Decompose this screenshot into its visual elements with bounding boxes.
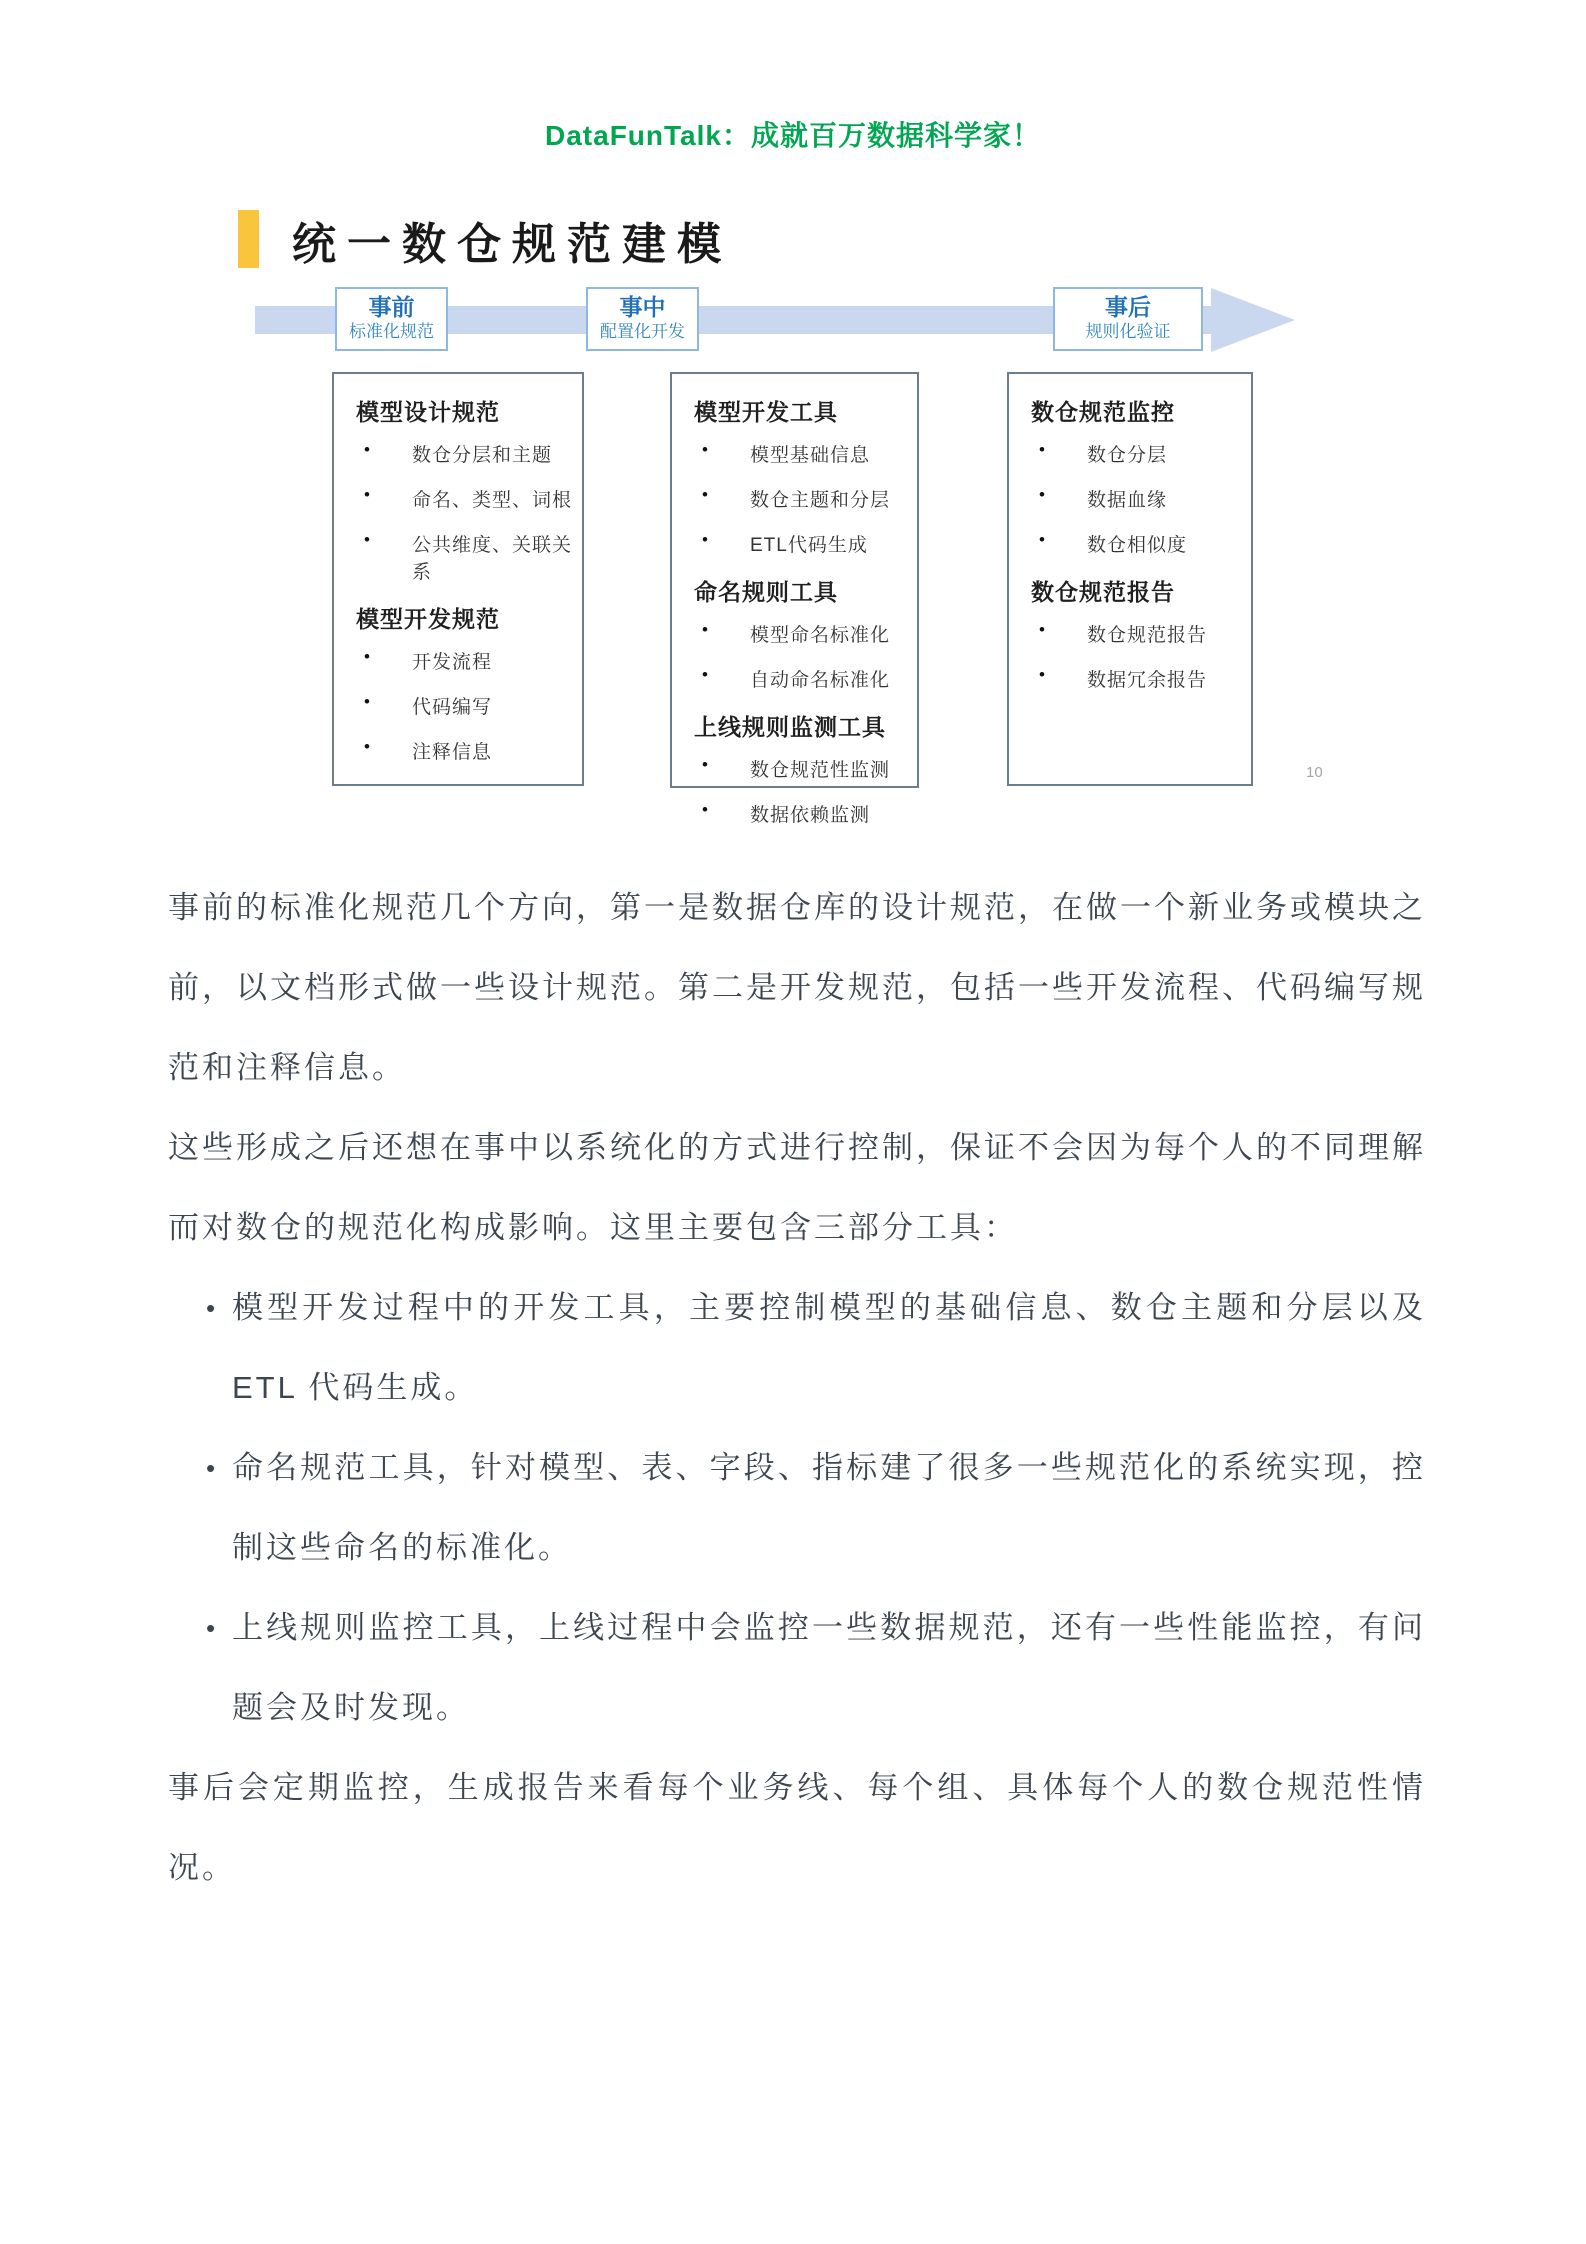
paragraph: 事前的标准化规范几个方向，第一是数据仓库的设计规范，在做一个新业务或模块之前，以文档形式做一些设计规范。第二是开发规范，包括一些开发流程、代码编写规范和注释信息。 bbox=[168, 890, 1426, 1085]
list-item-label: 数仓分层和主题 bbox=[412, 445, 553, 466]
list-item-label: 数仓相似度 bbox=[1087, 535, 1188, 556]
bullet-icon bbox=[702, 755, 709, 775]
slide-title: 统一数仓规范建模 bbox=[292, 220, 732, 269]
list-item bbox=[356, 728, 572, 773]
stage-name: 事中 bbox=[619, 294, 666, 321]
list-item-label: 数据血缘 bbox=[1087, 490, 1168, 511]
paragraph: 事后会定期监控，生成报告来看每个业务线、每个组、具体每个人的数仓规范性情况。 bbox=[168, 1770, 1426, 1885]
list-item-label: ETL代码生成 bbox=[750, 535, 868, 556]
list-item-label: 开发流程 bbox=[412, 652, 493, 673]
title-accent-bar bbox=[238, 210, 259, 268]
list-item bbox=[694, 431, 907, 476]
bullet-icon bbox=[702, 485, 709, 505]
column-design-spec bbox=[332, 372, 584, 786]
column-dev-tools bbox=[670, 372, 919, 826]
stage-subtitle: 规则化验证 bbox=[1085, 321, 1171, 341]
list-item-label: 数据依赖监测 bbox=[750, 805, 871, 826]
stage-box-before bbox=[335, 287, 448, 351]
bullet-icon bbox=[702, 440, 709, 460]
list-item-label: 数仓分层 bbox=[1087, 445, 1168, 466]
list-item bbox=[1031, 521, 1241, 566]
list-item-label: 数据冗余报告 bbox=[1087, 670, 1208, 691]
paragraph: 这些形成之后还想在事中以系统化的方式进行控制，保证不会因为每个人的不同理解而对数仓的规范化构成影响。这里主要包含三部分工具： bbox=[168, 1130, 1426, 1245]
bullet-icon bbox=[1039, 665, 1046, 685]
list-item-label: 注释信息 bbox=[412, 742, 493, 763]
stage-name: 事前 bbox=[368, 294, 415, 321]
list-item bbox=[694, 521, 907, 566]
section-heading: 模型开发规范 bbox=[356, 606, 500, 632]
arrow-head-icon bbox=[1211, 288, 1295, 352]
bullet-icon bbox=[364, 737, 371, 757]
list-item-label: 自动命名标准化 bbox=[750, 670, 891, 691]
bullet-icon bbox=[1039, 620, 1046, 640]
list-item bbox=[1031, 431, 1241, 476]
list-item-label: 公共维度、关联关系 bbox=[412, 535, 573, 583]
site-header: DataFunTalk：成就百万数据科学家！ bbox=[545, 120, 1041, 151]
bullet-icon bbox=[364, 485, 371, 505]
column-monitoring bbox=[1007, 372, 1253, 786]
list-item bbox=[694, 611, 907, 656]
list-item bbox=[356, 431, 572, 476]
stage-subtitle: 标准化规范 bbox=[349, 321, 434, 341]
list-item-label: 模型基础信息 bbox=[750, 445, 871, 466]
bullet-paragraph: • 模型开发过程中的开发工具，主要控制模型的基础信息、数仓主题和分层以及 ETL 代码生成。 bbox=[168, 1268, 1426, 1428]
list-item bbox=[694, 476, 907, 521]
bullet-icon bbox=[1039, 440, 1046, 460]
bullet-icon bbox=[1039, 485, 1046, 505]
stage-box-during bbox=[586, 287, 699, 351]
stage-box-after bbox=[1053, 287, 1203, 351]
article-body bbox=[168, 868, 1426, 1908]
bullet-icon bbox=[702, 530, 709, 550]
list-item-label: 数仓规范报告 bbox=[1087, 625, 1208, 646]
list-item bbox=[356, 521, 572, 593]
section-heading: 上线规则监测工具 bbox=[694, 714, 886, 740]
bullet-icon bbox=[702, 665, 709, 685]
bullet-icon bbox=[364, 530, 371, 550]
bullet-paragraph: • 命名规范工具，针对模型、表、字段、指标建了很多一些规范化的系统实现，控制这些命名的标准化。 bbox=[168, 1428, 1426, 1588]
section-heading: 命名规则工具 bbox=[694, 579, 838, 605]
list-item bbox=[356, 683, 572, 728]
list-item bbox=[694, 746, 907, 791]
bullet-icon bbox=[702, 800, 709, 820]
section-heading: 数仓规范报告 bbox=[1031, 579, 1175, 605]
list-item bbox=[1031, 611, 1241, 656]
list-item-label: 数仓主题和分层 bbox=[750, 490, 891, 511]
list-item bbox=[356, 638, 572, 683]
list-item-label: 数仓规范性监测 bbox=[750, 760, 891, 781]
slide-page-number: 10 bbox=[1306, 764, 1323, 781]
list-item bbox=[1031, 476, 1241, 521]
list-item-label: 模型命名标准化 bbox=[750, 625, 891, 646]
list-item bbox=[694, 656, 907, 701]
bullet-icon bbox=[364, 440, 371, 460]
list-item-label: 命名、类型、词根 bbox=[412, 490, 573, 511]
stage-name: 事后 bbox=[1105, 294, 1151, 321]
list-item-label: 代码编写 bbox=[412, 697, 493, 718]
bullet-icon bbox=[702, 620, 709, 640]
stage-subtitle: 配置化开发 bbox=[600, 321, 685, 341]
list-item bbox=[694, 791, 907, 836]
bullet-icon bbox=[364, 692, 371, 712]
bullet-icon bbox=[364, 647, 371, 667]
bullet-icon bbox=[1039, 530, 1046, 550]
list-item bbox=[1031, 656, 1241, 701]
bullet-paragraph: • 上线规则监控工具，上线过程中会监控一些数据规范，还有一些性能监控，有问题会及时发现。 bbox=[168, 1588, 1426, 1748]
section-heading: 数仓规范监控 bbox=[1031, 399, 1175, 425]
section-heading: 模型开发工具 bbox=[694, 399, 838, 425]
list-item bbox=[356, 476, 572, 521]
section-heading: 模型设计规范 bbox=[356, 399, 500, 425]
